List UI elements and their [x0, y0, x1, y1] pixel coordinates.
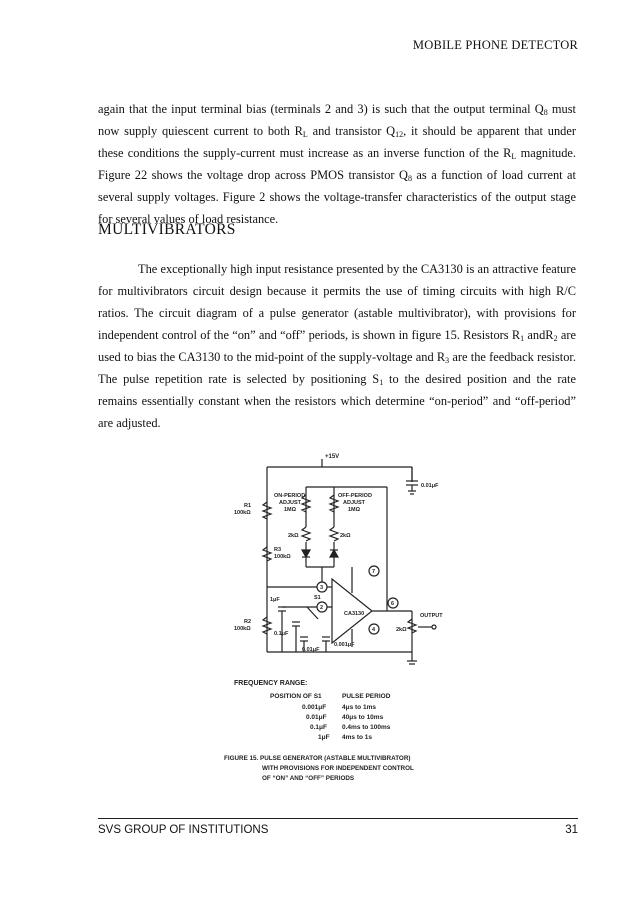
- section-heading: MULTIVIBRATORS: [98, 221, 236, 238]
- paragraph-multivibrators: The exceptionally high input resistance presented by the CA3130 is an attractive feature for multivibrators circuit design because it permits the use of timing circuits with high R/C ratios. The circuit diagram of a pulse generator (astable multivibrator), with provisions for independent control of the “on” and “off” periods, is shown in figure 15. Resistors $R_1$ andR$_2$ are used to bias the CA3130 to the mid-point of the supply-voltage and $R_3$ are the feedback resistor. The pulse repetition rate is selected by positioning $S_1$ to the desired position and the rate remains essentially constant when the resistors which determine “on-period” and “off-period” are adjusted.: [98, 262, 576, 430]
- table-row-2-cap: 0.01μF: [306, 714, 327, 721]
- table-row-1-cap: 0.001μF: [302, 704, 327, 711]
- pin-6-label: 6: [391, 601, 395, 607]
- on-adjust-label-3: 1MΩ: [284, 507, 297, 513]
- figure-caption-line-1: FIGURE 15. PULSE GENERATOR (ASTABLE MULTIVIBRATOR): [224, 755, 411, 762]
- on-adjust-label-2: ADJUST: [279, 500, 302, 506]
- r1-value: 100kΩ: [234, 510, 251, 516]
- pin-4-label: 4: [372, 627, 376, 633]
- table-row-2-period: 40μs to 10ms: [342, 714, 384, 721]
- r2k-out-label: 2kΩ: [396, 627, 407, 633]
- paragraph-bias: again that the input terminal bias (terminals 2 and 3) is such that the output terminal $Q_8$ must now supply quiescent current to both $R_L$ and transistor $Q_{12}$, it should be apparent that under these conditions the supply-current must increase as an inverse function of the $R_L$ magnitude. Figure 22 shows the voltage drop across PMOS transistor $Q_8$ as a function of load current at several supply voltages. Figure 2 shows the voltage-transfer characteristics of the output stage for several values of load resistance.: [98, 102, 576, 226]
- cap-001b-label: 0.001μF: [334, 642, 355, 648]
- r1-label: R1: [244, 503, 252, 509]
- supply-label: +15V: [325, 454, 340, 460]
- table-row-1-period: 4μs to 1ms: [342, 704, 376, 711]
- table-header-position: POSITION OF S1: [270, 693, 322, 700]
- r2-label: R2: [244, 619, 252, 625]
- r3-value: 100kΩ: [274, 554, 291, 560]
- footer-divider: [98, 818, 578, 819]
- ic-label: CA3130: [344, 611, 365, 617]
- table-row-4-period: 4ms to 1s: [342, 734, 372, 741]
- pin-2-label: 2: [320, 605, 324, 611]
- supply-cap-label: 0.01μF: [421, 483, 439, 489]
- figure-caption-line-2: WITH PROVISIONS FOR INDEPENDENT CONTROL: [262, 765, 414, 772]
- off-adjust-label-3: 1MΩ: [348, 507, 361, 513]
- running-header: MOBILE PHONE DETECTOR: [412, 38, 578, 52]
- table-row-3-period: 0.4ms to 100ms: [342, 724, 391, 731]
- footer-institution: SVS GROUP OF INSTITUTIONS: [98, 824, 269, 836]
- pulse-generator-figure: [222, 447, 452, 800]
- pin-7-label: 7: [372, 569, 376, 575]
- off-adjust-label-1: OFF-PERIOD: [338, 493, 372, 499]
- pin-3-label: 3: [320, 585, 324, 591]
- on-adjust-label-1: ON-PERIOD: [274, 493, 306, 499]
- output-label: OUTPUT: [420, 613, 443, 619]
- cap-001a-label: 0.01μF: [302, 647, 320, 653]
- frequency-range-label: FREQUENCY RANGE:: [234, 680, 308, 687]
- cap-01uf-label: 0.1μF: [274, 631, 289, 637]
- r3-label: R3: [274, 547, 282, 553]
- cap-1uf-label: 1μF: [270, 597, 280, 603]
- off-adjust-label-2: ADJUST: [343, 500, 366, 506]
- r2k-right-label: 2kΩ: [340, 533, 351, 539]
- r2-value: 100kΩ: [234, 626, 251, 632]
- table-row-4-cap: 1μF: [318, 734, 330, 741]
- page-number: 31: [565, 824, 578, 836]
- switch-label: S1: [314, 595, 321, 601]
- figure-caption-line-3: OF “ON” AND “OFF” PERIODS: [262, 775, 355, 782]
- r2k-left-label: 2kΩ: [288, 533, 299, 539]
- table-row-3-cap: 0.1μF: [310, 724, 327, 731]
- table-header-period: PULSE PERIOD: [342, 693, 391, 700]
